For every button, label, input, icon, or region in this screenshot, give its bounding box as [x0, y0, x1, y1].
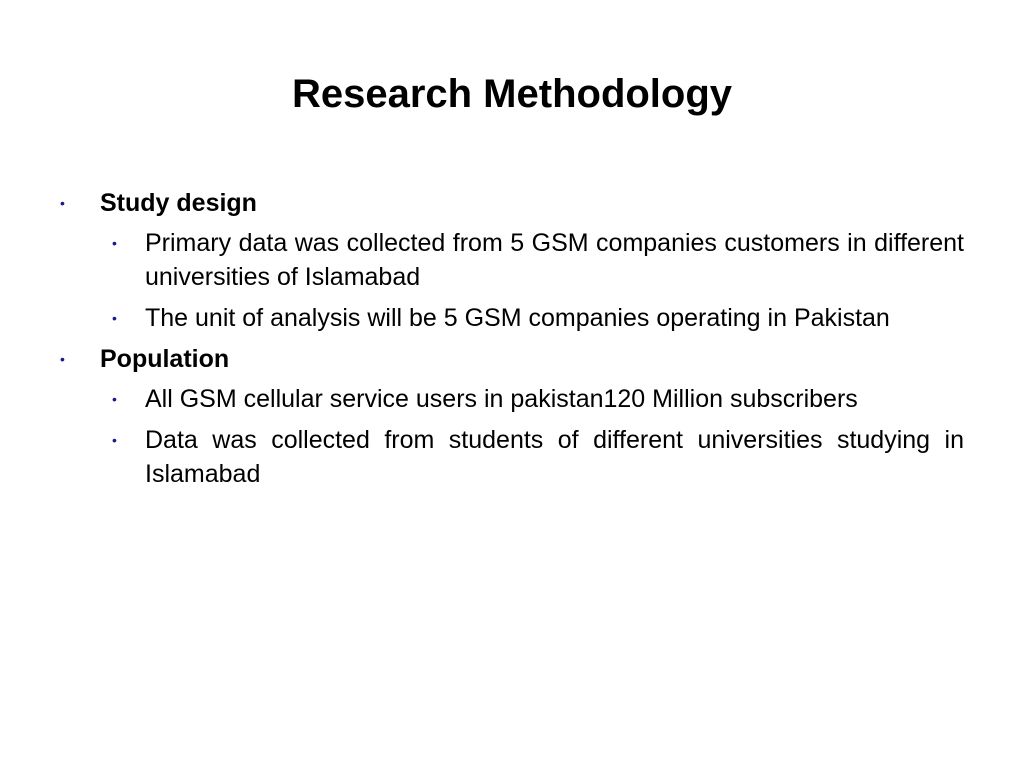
section-study-design	[0, 186, 1024, 335]
bullet-icon: •	[112, 391, 117, 407]
sub-bullet-item	[112, 301, 964, 335]
bullet-icon: •	[112, 235, 117, 251]
sub-bullet-item	[112, 226, 964, 294]
bullet-icon: •	[60, 351, 65, 367]
sub-bullet-text: The unit of analysis will be 5 GSM companies operating in Pakistan	[145, 304, 890, 332]
section-heading-text: Study design	[100, 189, 257, 217]
sub-bullet-item	[112, 423, 964, 491]
sub-bullet-text: All GSM cellular service users in pakistan120 Million subscribers	[145, 385, 858, 413]
bullet-icon: •	[112, 310, 117, 326]
sub-bullet-item	[112, 382, 964, 416]
sub-bullet-text: Primary data was collected from 5 GSM companies customers in different universities of Islamabad	[145, 229, 964, 291]
section-population	[0, 342, 1024, 491]
slide-title: Research Methodology	[291, 72, 733, 116]
bullet-icon: •	[112, 432, 117, 448]
section-heading	[60, 342, 964, 376]
section-heading-text: Population	[100, 345, 230, 373]
bullet-icon: •	[60, 195, 65, 211]
sub-bullet-list	[100, 382, 964, 491]
sub-bullet-text: Data was collected from students of different universities studying in Islamabad	[145, 426, 964, 488]
section-heading	[60, 186, 964, 220]
bullet-list	[0, 186, 1024, 498]
sub-bullet-list	[100, 226, 964, 335]
